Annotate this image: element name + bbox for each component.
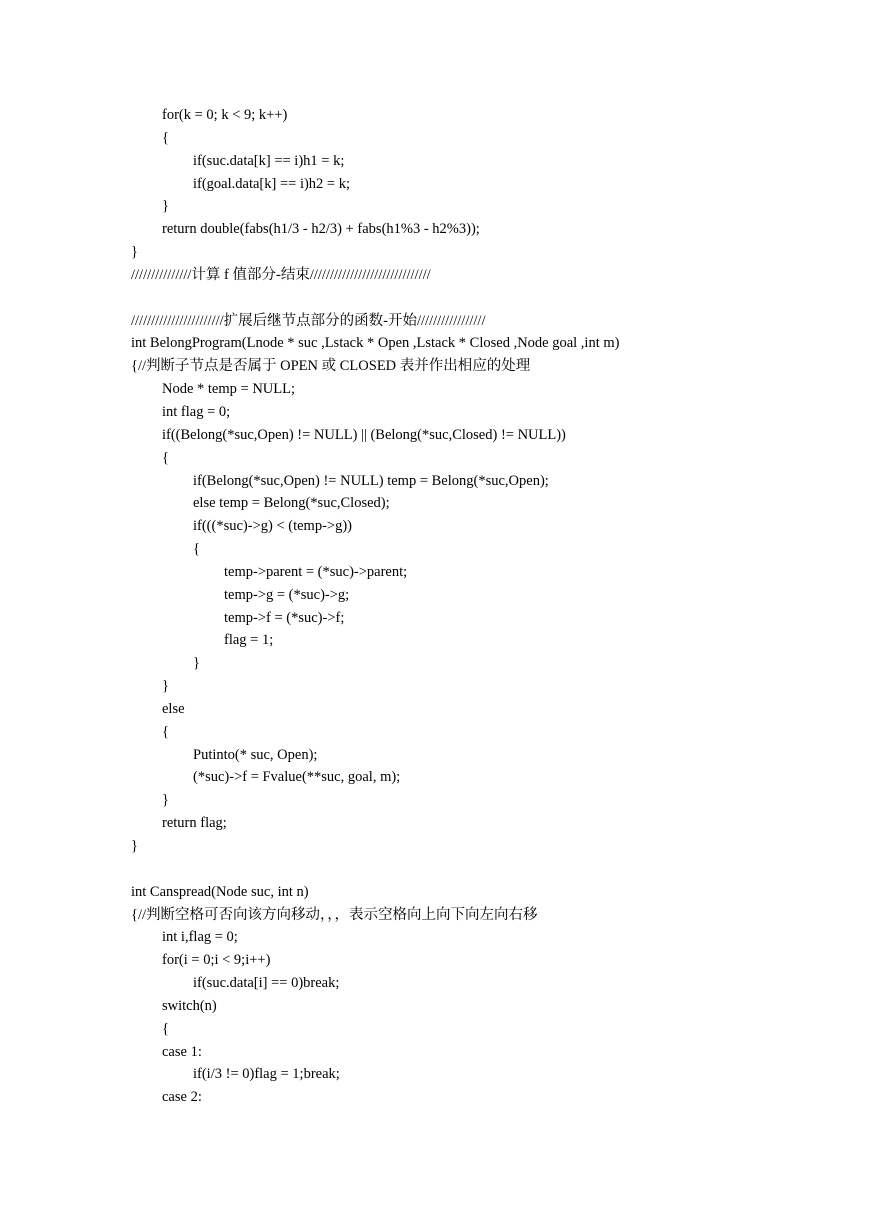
code-line: if(goal.data[k] == i)h2 = k; (193, 175, 351, 192)
blank-line (131, 858, 831, 881)
code-line: if(suc.data[i] == 0)break; (193, 975, 340, 992)
blank-line (131, 287, 831, 310)
section-comment-line: ///////////////////////扩展后继节点部分的函数-开始///////////////// (131, 312, 486, 329)
code-line: case 2: (162, 1089, 202, 1106)
code-line: { (162, 1020, 169, 1037)
code-line: } (162, 198, 169, 215)
code-line: } (131, 244, 138, 261)
code-line: flag = 1; (224, 632, 274, 649)
code-line: else (162, 700, 185, 717)
code-line: { (162, 449, 169, 466)
code-line: (*suc)->f = Fvalue(**suc, goal, m); (193, 769, 401, 786)
code-line: temp->parent = (*suc)->parent; (224, 563, 408, 580)
code-line: for(i = 0;i < 9;i++) (162, 952, 271, 969)
code-line: else temp = Belong(*suc,Closed); (193, 495, 390, 512)
code-document (131, 104, 831, 1109)
code-line: case 1: (162, 1043, 202, 1060)
code-line: {//判断子节点是否属于 OPEN 或 CLOSED 表并作出相应的处理 (131, 358, 531, 375)
code-line: } (162, 792, 169, 809)
function-signature-line: int Canspread(Node suc, int n) (131, 883, 309, 900)
code-line: if(((*suc)->g) < (temp->g)) (193, 518, 352, 535)
code-line: } (162, 678, 169, 695)
code-line: Node * temp = NULL; (162, 381, 296, 398)
code-line: int flag = 0; (162, 403, 231, 420)
code-line: switch(n) (162, 997, 217, 1014)
code-line: if(Belong(*suc,Open) != NULL) temp = Belong(*suc,Open); (193, 472, 549, 489)
code-line: { (162, 723, 169, 740)
code-line: if(i/3 != 0)flag = 1;break; (193, 1066, 340, 1083)
code-line: if(suc.data[k] == i)h1 = k; (193, 152, 345, 169)
code-line: if((Belong(*suc,Open) != NULL) || (Belong(*suc,Closed) != NULL)) (162, 426, 566, 443)
code-line: temp->g = (*suc)->g; (224, 586, 350, 603)
code-line: {//判断空格可否向该方向移动，，，表示空格向上向下向左向右移 (131, 906, 538, 923)
code-line: } (193, 655, 200, 672)
section-comment-line: ///////////////计算 f 值部分-结束////////////////////////////// (131, 266, 431, 283)
code-line: Putinto(* suc, Open); (193, 746, 318, 763)
function-signature-line: int BelongProgram(Lnode * suc ,Lstack * Open ,Lstack * Closed ,Node goal ,int m) (131, 335, 620, 352)
code-line: { (193, 541, 200, 558)
code-line: int i,flag = 0; (162, 929, 238, 946)
code-line: { (162, 129, 169, 146)
code-line: } (131, 838, 138, 854)
code-line: return double(fabs(h1/3 - h2/3) + fabs(h1%3 - h2%3)); (162, 221, 480, 238)
code-line: temp->f = (*suc)->f; (224, 609, 345, 626)
code-line: for(k = 0; k < 9; k++) (162, 107, 288, 123)
code-line: return flag; (162, 815, 227, 832)
